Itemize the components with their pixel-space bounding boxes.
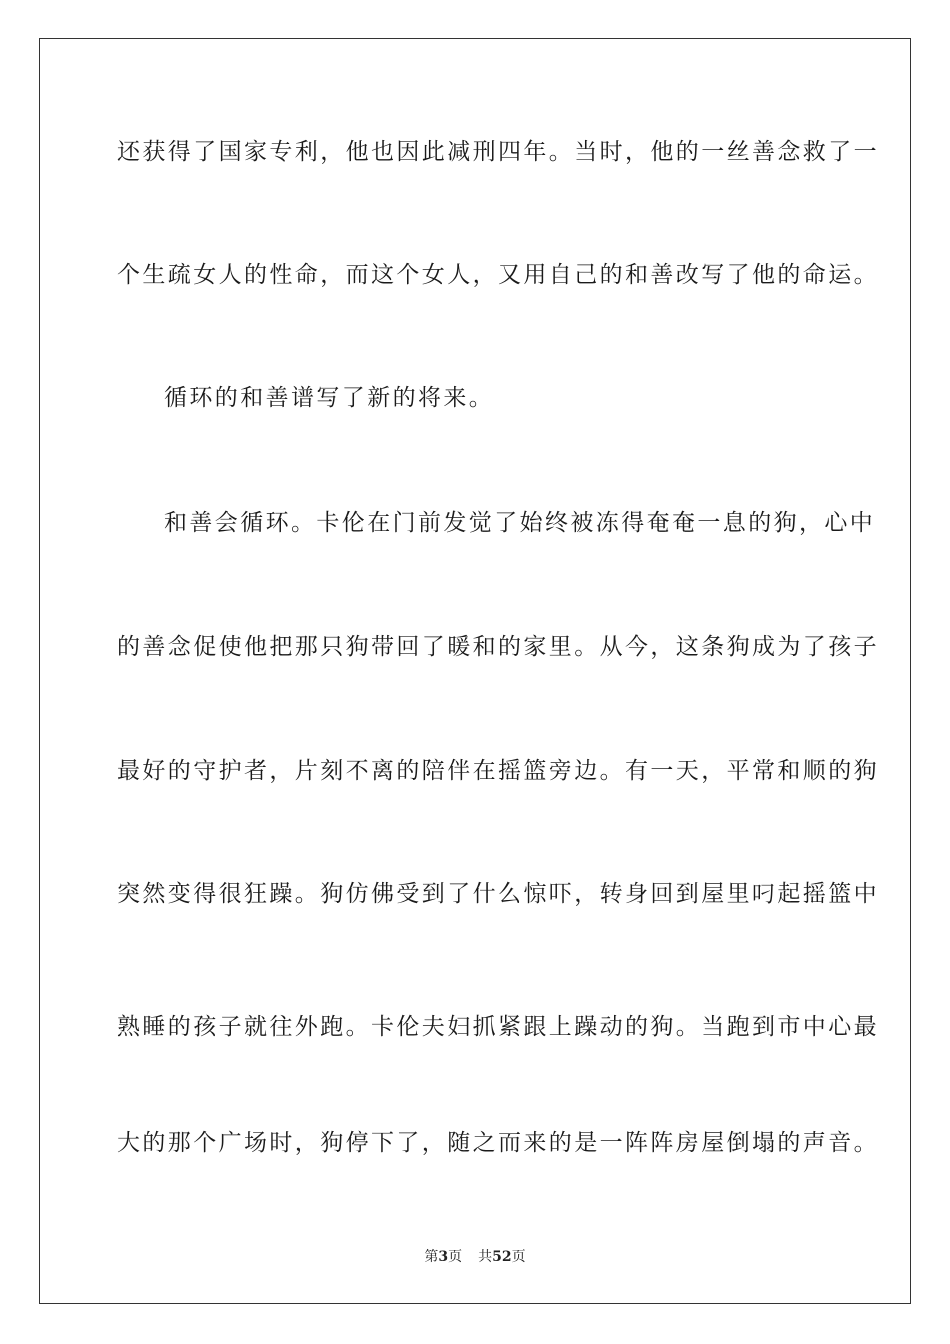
total-pages: 52	[492, 1249, 512, 1265]
body-line: 还获得了国家专利，他也因此减刑四年。当时，他的一丝善念救了一	[117, 139, 879, 165]
body-line: 熟睡的孩子就往外跑。卡伦夫妇抓紧跟上躁动的狗。当跑到市中心最	[117, 1014, 879, 1040]
total-prefix: 共	[478, 1249, 493, 1265]
page-prefix: 第	[424, 1249, 439, 1265]
page-border	[39, 38, 911, 1304]
body-line: 个生疏女人的性命，而这个女人，又用自己的和善改写了他的命运。	[117, 262, 879, 288]
body-line: 的善念促使他把那只狗带回了暖和的家里。从今，这条狗成为了孩子	[117, 634, 879, 660]
body-line: 突然变得很狂躁。狗仿佛受到了什么惊吓，转身回到屋里叼起摇篮中	[117, 881, 879, 907]
page-number: 3	[438, 1249, 449, 1265]
body-line: 和善会循环。卡伦在门前发觉了始终被冻得奄奄一息的狗，心中	[164, 510, 876, 536]
page-suffix: 页	[448, 1249, 463, 1265]
body-line: 循环的和善谱写了新的将来。	[164, 385, 495, 411]
page-footer	[0, 1248, 950, 1266]
total-suffix: 页	[511, 1249, 526, 1265]
body-line: 大的那个广场时，狗停下了，随之而来的是一阵阵房屋倒塌的声音。	[117, 1130, 879, 1156]
body-line: 最好的守护者，片刻不离的陪伴在摇篮旁边。有一天，平常和顺的狗	[117, 758, 879, 784]
